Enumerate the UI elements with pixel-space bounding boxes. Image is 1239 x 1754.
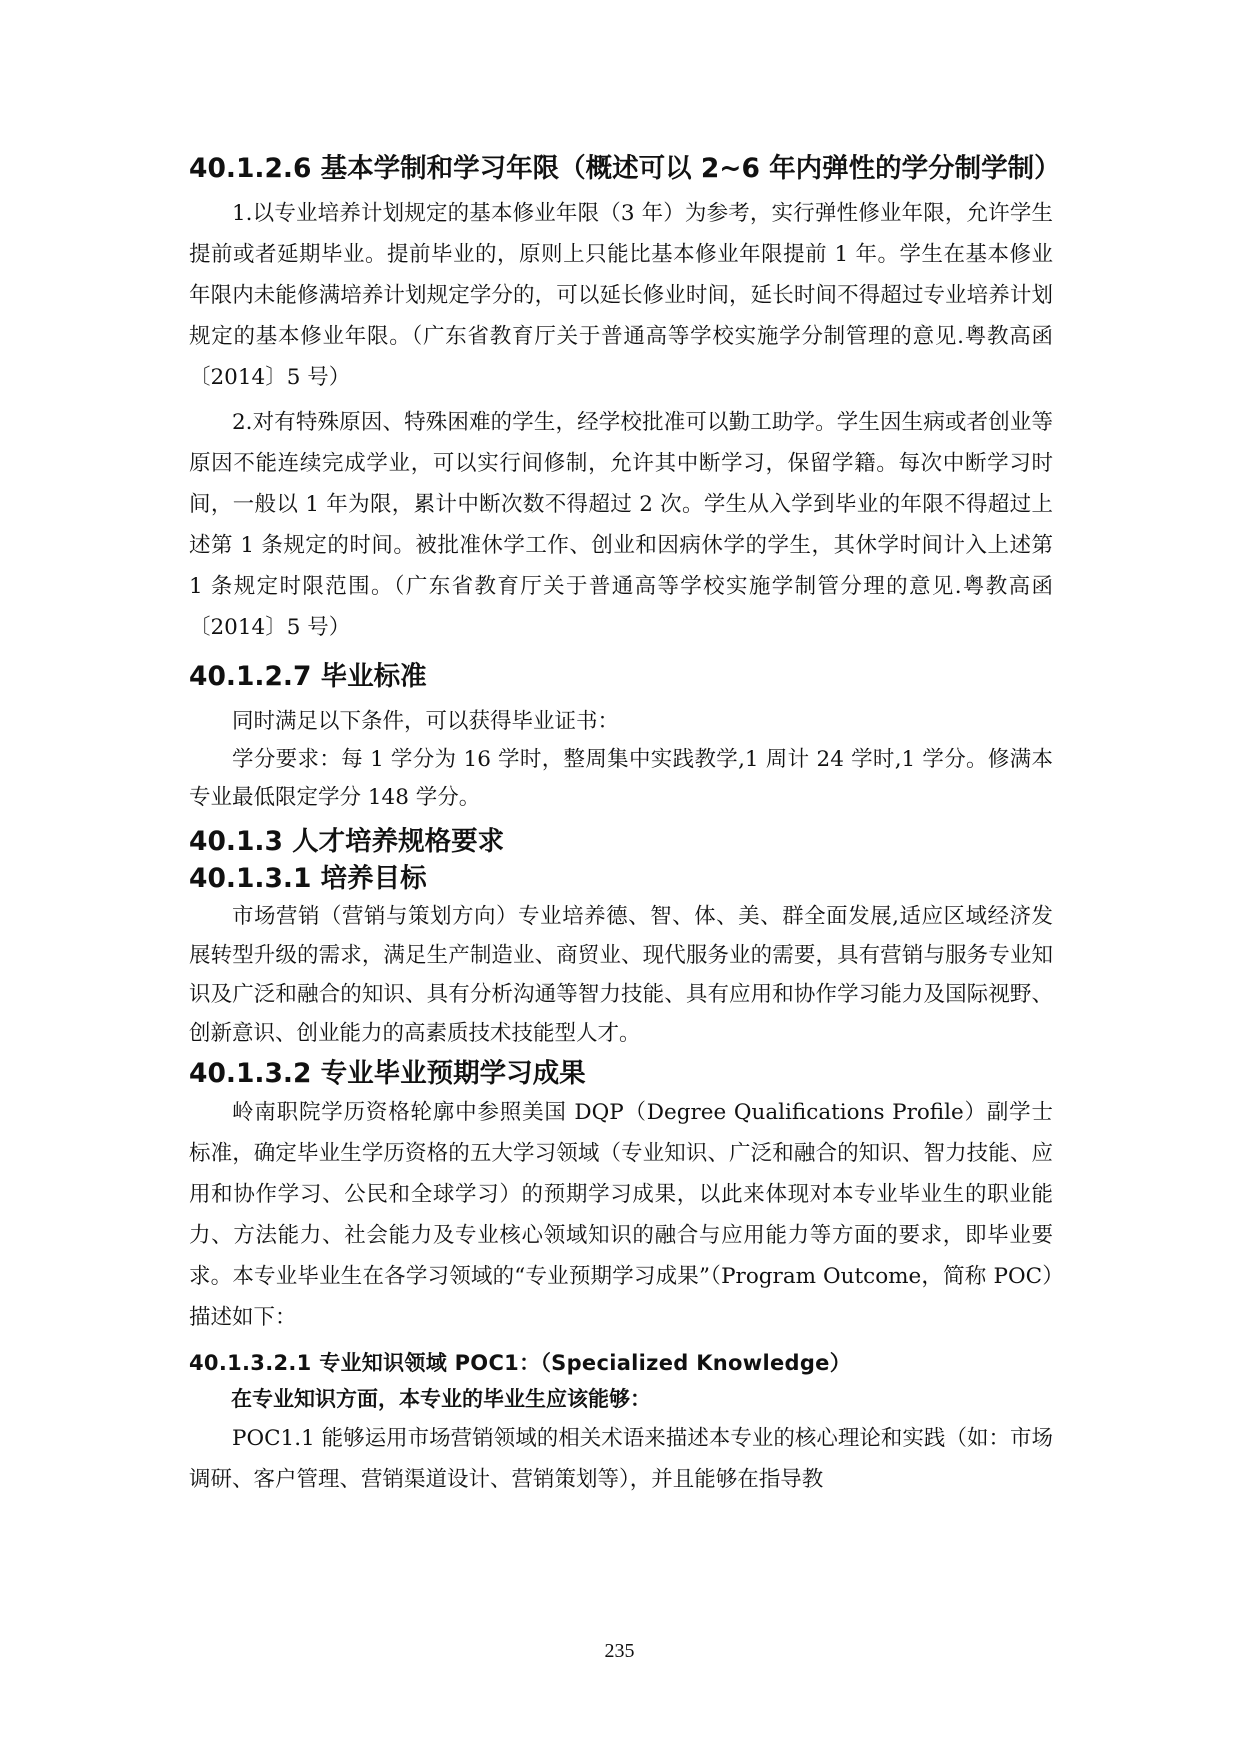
heading-40-1-3-2: 40.1.3.2 专业毕业预期学习成果: [189, 1058, 586, 1089]
paragraph-knowledge-lead: 在专业知识方面，本专业的毕业生应该能够：: [231, 1387, 651, 1411]
heading-40-1-2-6: 40.1.2.6 基本学制和学习年限（概述可以 2~6 年内弹性的学分制学制）: [189, 153, 1061, 184]
paragraph-suspension-rules: 2.对有特殊原因、特殊困难的学生，经学校批准可以勤工助学。学生因生病或者创业等原因不能连续完成学业，可以实行间修制，允许其中断学习，保留学籍。每次中断学习时间，一般以 1 年为限，累计中断次数不得超过 2 次。学生从入学到毕业的年限不得超过上述第 1 条规定的时间。被批准休学工作、创业和因病休学的学生，其休学时间计入上述第 1 条规定时限范围。（广东省教育厅关于普通高等学校实施学制管分理的意见.粤教高函〔2014〕5 号）: [189, 410, 1053, 640]
paragraph-training-objective: 市场营销（营销与策划方向）专业培养德、智、体、美、群全面发展,适应区域经济发展转型升级的需求，满足生产制造业、商贸业、现代服务业的需要，具有营销与服务专业知识及广泛和融合的知识、具有分析沟通等智力技能、具有应用和协作学习能力及国际视野、创新意识、创业能力的高素质技术技能型人才。: [189, 904, 1053, 1046]
page-number: 235: [604, 1640, 635, 1662]
paragraph-flexible-study-years: 1.以专业培养计划规定的基本修业年限（3 年）为参考，实行弹性修业年限，允许学生提前或者延期毕业。提前毕业的，原则上只能比基本修业年限提前 1 年。学生在基本修业年限内未能修满培养计划规定学分的，可以延长修业时间，延长时间不得超过专业培养计划规定的基本修业年限。（广东省教育厅关于普通高等学校实施学分制管理的意见.粤教高函〔2014〕5 号）: [189, 201, 1053, 390]
heading-40-1-3-1: 40.1.3.1 培养目标: [189, 863, 427, 894]
heading-40-1-2-7: 40.1.2.7 毕业标准: [189, 661, 427, 692]
paragraph-expected-outcomes: 岭南职院学历资格轮廓中参照美国 DQP（Degree Qualifications Profile）副学士标准，确定毕业生学历资格的五大学习领域（专业知识、广泛和融合的知识、智力技能、应用和协作学习、公民和全球学习）的预期学习成果，以此来体现对本专业毕业生的职业能力、方法能力、社会能力及专业核心领域知识的融合与应用能力等方面的要求，即毕业要求。本专业毕业生在各学习领域的“专业预期学习成果”（Program Outcome，简称 POC）描述如下：: [189, 1100, 1053, 1330]
heading-40-1-3-2-1: 40.1.3.2.1 专业知识领域 POC1：（Specialized Knowledge）: [189, 1351, 851, 1375]
paragraph-poc1-1: POC1.1 能够运用市场营销领域的相关术语来描述本专业的核心理论和实践（如：市场调研、客户管理、营销渠道设计、营销策划等），并且能够在指导教: [189, 1426, 1053, 1492]
paragraph-credit-requirements: 学分要求：每 1 学分为 16 学时，整周集中实践教学,1 周计 24 学时,1 学分。修满本专业最低限定学分 148 学分。: [189, 747, 1053, 810]
heading-40-1-3: 40.1.3 人才培养规格要求: [189, 826, 505, 857]
page-content: [189, 150, 1061, 1500]
paragraph-graduation-conditions: 同时满足以下条件，可以获得毕业证书：: [232, 709, 620, 734]
